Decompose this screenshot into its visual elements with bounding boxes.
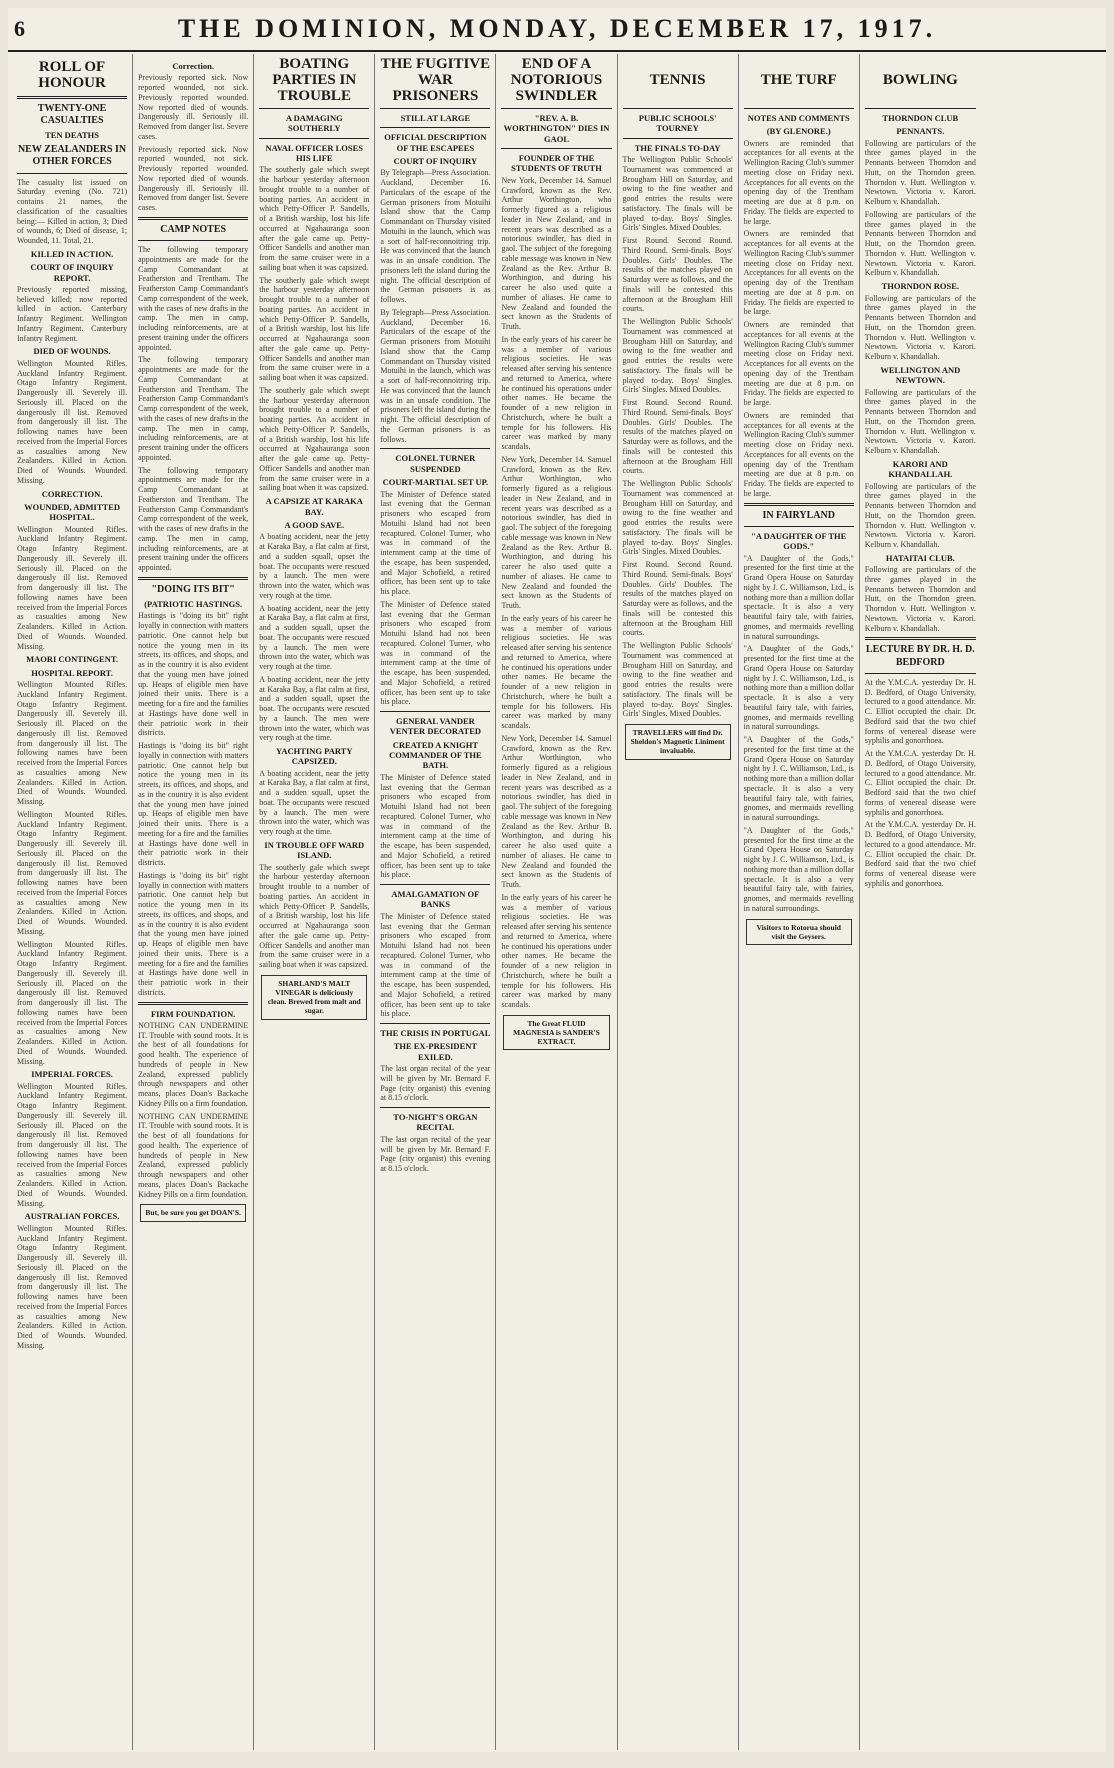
subheadline: THORNDON CLUB	[882, 113, 959, 123]
page-number: 6	[14, 16, 25, 41]
masthead	[8, 8, 1106, 52]
newspaper-page	[8, 8, 1106, 1752]
section-heading: HATAITAI CLUB.	[885, 552, 955, 563]
section-heading: IMPERIAL FORCES.	[31, 1069, 113, 1080]
article-text: A boating accident, near the jetty at Karaka Bay, a flat calm at first, and a sudden squall, upset the boat. The occupants were rescued by a launch. The men were thrown into the water, which was very rough at the time.	[259, 532, 370, 600]
section-heading: TO-NIGHT'S ORGAN RECITAL	[393, 1112, 478, 1133]
article-text: The Minister of Defence stated last evening that the German prisoners who escaped from Motuihi Island had not been recaptured. Colonel Turner, who was in command of the internment camp at the time of the escape, has been suspended, and Major Schofield, a retired officer, has been sent up to take his place.	[380, 489, 491, 597]
advertisement: Visitors to Rotorua should visit the Geysers.	[746, 919, 852, 945]
section-heading: THORNDON ROSE.	[881, 281, 960, 292]
advertisement: But, be sure you get DOAN'S.	[140, 1204, 246, 1221]
article-text: At the Y.M.C.A. yesterday Dr. H. D. Bedford, of Otago University, lectured to a good attendance. Mr. C. Elliot occupied the chair. Dr. Bedford said that the two chief forms of venereal disease were syphilis and gonorrhoea.	[864, 820, 976, 888]
article-text: The Minister of Defence stated last evening that the German prisoners who escaped from Motuihi Island had not been recaptured. Colonel Turner, who was in command of the internment camp at the time of the escape, has been suspended, and Major Schofield, a retired officer, has been sent up to take his place.	[380, 772, 491, 880]
article-text: The Wellington Public Schools' Tournament was commenced at Brougham Hill on Saturday, and owing to the fine weather and good entries the results were satisfactory. The finals will be played to-day. Boys' Singles. Girls' Singles. Mixed Doubles.	[622, 641, 733, 719]
section-heading: KILLED IN ACTION.	[30, 248, 114, 259]
article-text: The last organ recital of the year will be given by Mr. Bernard F. Page (city organist) this evening at 8.15 o'clock.	[380, 1134, 491, 1174]
article-text: By Telegraph—Press Association. Auckland, December 16. Particulars of the escape of the German prisoners from Motuihi Island show that the Camp Commandant on Thursday visited Motuihi in the launch, which was a sort of half-reconnoitring trip. He was convinced that the launch was in an unsafe condition. The prisoners left the island during the night. The official description of the German prisoners is as follows.	[380, 307, 491, 444]
columns	[12, 54, 1102, 1750]
section-heading: DIED OF WOUNDS.	[33, 346, 111, 357]
subheadline: COURT OF INQUIRY	[393, 156, 478, 167]
article-text: Wellington Mounted Rifles. Auckland Infantry Regiment. Otago Infantry Regiment. Dangerously ill. Severely ill. Seriously ill. Placed on the dangerously ill list. Removed from dangerously ill list. The following names have been received from the Imperial Forces as casualties among New Zealanders. Killed in Action. Died of Wounds. Wounded. Missing.	[17, 358, 128, 485]
masthead-title: THE DOMINION, MONDAY, DECEMBER 17, 1917.	[177, 14, 937, 43]
article-text: Wellington Mounted Rifles. Auckland Infantry Regiment. Otago Infantry Regiment. Dangerously ill. Severely ill. Seriously ill. Placed on the dangerously ill list. Removed from dangerously ill list. The following names have been received from the Imperial Forces as casualties among New Zealanders. Killed in Action. Died of Wounds. Wounded. Missing.	[17, 939, 128, 1066]
article-text: Owners are reminded that acceptances for all events at the Wellington Racing Club's summer meeting close on Friday next. Acceptances for all events on the opening day of the Trentham meeting are due at 8 p.m. on Friday. The fields are expected to be large.	[743, 320, 854, 408]
article-text: Following are particulars of the three games played in the Pennants between Thorndon and Hutt, on the Thorndon green. Thorndon v. Hutt. Wellington v. Newtown. Victoria v. Karori. Kelburn v. Khandallah.	[864, 565, 976, 633]
article-text: NOTHING CAN UNDERMINE IT. Trouble with sound roots. It is the best of all foundations for good health. The experience of hundreds of people in New Zealand, expressed publicly through newspapers and other means, places Doan's Backache Kidney Pills on a firm foundation.	[138, 1111, 249, 1199]
article-text: The southerly gale which swept the harbour yesterday afternoon brought trouble to a number of boating parties. An accident in which Petty-Officer P. Sandells, of a British warship, lost his life occurred at Ngahauranga soon after the gale came up. Petty-Officer Sandells and another man from the same cruiser were in a sailing boat when it was capsized.	[259, 165, 370, 272]
article-text: New York, December 14. Samuel Crawford, known as the Rev. Arthur Worthington, who formerly figured as a religious leader in New Zealand, and in recent years was described as a notorious swindler, has died in gaol. The subject of the foregoing cable message was known in New Zealand as the Rev. Arthur B. Worthington, and during his career he also used quite a number of aliases. He came to New Zealand and founded the sect known as the Students of Truth.	[501, 733, 612, 890]
article-text: Following are particulars of the three games played in the Pennants between Thorndon and Hutt, on the Thorndon green. Thorndon v. Hutt. Wellington v. Newtown. Victoria v. Karori. Kelburn v. Khandallah.	[864, 481, 976, 550]
section-heading: CAMP NOTES	[160, 223, 227, 235]
section-heading: WELLINGTON AND NEWTOWN.	[880, 364, 961, 386]
subheadline: THE FINALS TO-DAY	[634, 142, 721, 153]
article-text: A boating accident, near the jetty at Karaka Bay, a flat calm at first, and a sudden squall, upset the boat. The occupants were rescued by a launch. The men were thrown into the water, which was very rough at the time.	[259, 768, 370, 837]
article-text: NOTHING CAN UNDERMINE IT. Trouble with sound roots. It is the best of all foundations for good health. The experience of hundreds of people in New Zealand, expressed publicly through newspapers and other means, places Doan's Backache Kidney Pills on a firm foundation.	[138, 1020, 249, 1108]
subheadline: NEW ZEALANDERS IN OTHER FORCES	[17, 144, 127, 168]
article-text: In the early years of his career he was a member of various religious societies. He was released after serving his sentence and returned to America, where he continued his operations under other names. He became the founder of a new religion in Christchurch, where he built a temple for his followers. His career was marked by many scandals.	[501, 334, 612, 452]
article-text: The Minister of Defence stated last evening that the German prisoners who escaped from Motuihi Island had not been recaptured. Colonel Turner, who was in command of the internment camp at the time of the escape, has been suspended, and Major Schofield, a retired officer, has been sent up to take his place.	[380, 599, 491, 707]
article-text: "A Daughter of the Gods," presented for the first time at the Grand Opera House on Saturday night by J. C. Williamson, Ltd., is nothing more than a million dollar spectacle. It is also a very beautiful fairy tale, with fairies, gnomes, and mermaids revelling in natural surroundings.	[743, 553, 854, 641]
article-text: At the Y.M.C.A. yesterday Dr. H. D. Bedford, of Otago University, lectured to a good attendance. Mr. C. Elliot occupied the chair. Dr. Bedford said that the two chief forms of venereal disease were syphilis and gonorrhoea.	[864, 749, 976, 817]
article-text: The southerly gale which swept the harbour yesterday afternoon brought trouble to a number of boating parties. An accident in which Petty-Officer P. Sandells, of a British warship, lost his life occurred at Ngahauranga soon after the gale came up. Petty-Officer Sandells and another man from the same cruiser were in a sailing boat when it was capsized.	[259, 275, 370, 383]
section-heading: THE CRISIS IN PORTUGAL	[380, 1028, 491, 1039]
section-heading: CORRECTION.	[41, 488, 103, 499]
article-text: Hastings is "doing its bit" right loyally in connection with matters patriotic. One cannot help but notice the young men in its streets, its offices, and shops, and as in the country it is also evident that the young men have joined up. Heaps of eligible men have joined their units. There is a meeting for a fire and the families at Hastings have done well in their patriotic work in their districts.	[138, 870, 249, 997]
article-text: In the early years of his career he was a member of various religious societies. He was released after serving his sentence and returned to America, where he continued his operations under other names. He became the founder of a new religion in Christchurch, where he built a temple for his followers. His career was marked by many scandals.	[501, 613, 612, 731]
article-text: The Minister of Defence stated last evening that the German prisoners who escaped from Motuihi Island had not been recaptured. Colonel Turner, who was in command of the internment camp at the time of the escape, has been suspended, and Major Schofield, a retired officer, has been sent up to take his place.	[380, 911, 491, 1019]
section-heading: AMALGAMATION OF BANKS	[391, 889, 480, 910]
article-text: Previously reported sick. Now reported wounded, not sick. Previously reported wounded. Now reported died of wounds. Dangerously ill. Seriously ill. Removed from danger list. Severe cases.	[138, 73, 249, 141]
subheadline: A GOOD SAVE.	[284, 519, 345, 530]
article-text: "A Daughter of the Gods," presented for the first time at the Grand Opera House on Saturday night by J. C. Williamson, Ltd., is nothing more than a million dollar spectacle. It is also a very beautiful fairy tale, with fairies, gnomes, and mermaids revelling in natural surroundings.	[743, 735, 854, 823]
article-text: Owners are reminded that acceptances for all events at the Wellington Racing Club's summer meeting close on Friday next. Acceptances for all events on the opening day of the Trentham meeting are due at 8 p.m. on Friday. The fields are expected to be large.	[743, 410, 854, 498]
section-heading: HOSPITAL REPORT.	[31, 667, 113, 678]
column-4	[375, 54, 496, 1750]
article-text: Hastings is "doing its bit" right loyally in connection with matters patriotic. One cannot help but notice the young men in its streets, its offices, and shops, and as in the country it is also evident that the young men have joined up. Heaps of eligible men have joined their units. There is a meeting for a fire and the families at Hastings have done well in their patriotic work in their districts.	[138, 611, 249, 738]
article-text: Wellington Mounted Rifles. Auckland Infantry Regiment. Otago Infantry Regiment. Dangerously ill. Severely ill. Seriously ill. Placed on the dangerously ill list. Removed from dangerously ill list. The following names have been received from the Imperial Forces as casualties among New Zealanders. Killed in Action. Died of Wounds. Wounded. Missing.	[17, 524, 128, 651]
headline: TENNIS	[649, 72, 706, 89]
column-1	[12, 54, 133, 1750]
article-text: The Wellington Public Schools' Tournament was commenced at Brougham Hill on Saturday, and owing to the fine weather and good entries the results were satisfactory. The finals will be played to-day. Boys' Singles. Girls' Singles. Mixed Doubles.	[622, 317, 733, 395]
article-text: Wellington Mounted Rifles. Auckland Infantry Regiment. Otago Infantry Regiment. Dangerously ill. Severely ill. Seriously ill. Placed on the dangerously ill list. Removed from dangerously ill list. The following names have been received from the Imperial Forces as casualties among New Zealanders. Killed in Action. Died of Wounds. Wounded. Missing.	[17, 1081, 128, 1208]
article-text: Wellington Mounted Rifles. Auckland Infantry Regiment. Otago Infantry Regiment. Dangerously ill. Severely ill. Seriously ill. Placed on the dangerously ill list. Removed from dangerously ill list. The following names have been received from the Imperial Forces as casualties among New Zealanders. Killed in Action. Died of Wounds. Wounded. Missing.	[17, 680, 128, 807]
subheadline: OFFICIAL DESCRIPTION OF THE ESCAPEES	[384, 132, 487, 153]
article-text: First Round. Second Round. Third Round. Semi-finals. Boys' Doubles. Girls' Doubles. The results of the matches played on Saturday were as follows, and the finals will be contested this afternoon at the Brougham Hill courts.	[622, 236, 733, 314]
section-heading: IN TROUBLE OFF WARD ISLAND.	[264, 839, 365, 861]
article-text: Wellington Mounted Rifles. Auckland Infantry Regiment. Otago Infantry Regiment. Dangerously ill. Severely ill. Seriously ill. Placed on the dangerously ill list. Removed from dangerously ill list. The following names have been received from the Imperial Forces as casualties among New Zealanders. Killed in Action. Died of Wounds. Wounded. Missing.	[17, 1223, 128, 1350]
section-heading: KARORI AND KHANDALLAH.	[888, 458, 953, 480]
article-text: In the early years of his career he was a member of various religious societies. He was released after serving his sentence and returned to America, where he continued his operations under other names. He became the founder of a new religion in Christchurch, where he built a temple for his followers. His career was marked by many scandals.	[501, 892, 612, 1010]
headline: END OF A NOTORIOUS SWINDLER	[510, 56, 603, 104]
section-heading: "DOING ITS BIT"	[151, 583, 235, 595]
section-heading: AUSTRALIAN FORCES.	[24, 1211, 120, 1222]
subheadline: PUBLIC SCHOOLS' TOURNEY	[638, 113, 717, 134]
subheadline: TEN DEATHS	[45, 129, 100, 140]
headline: THE FUGITIVE WAR PRISONERS	[380, 56, 491, 104]
column-3	[254, 54, 375, 1750]
subheadline: TWENTY-ONE CASUALTIES	[37, 102, 107, 126]
article-text: The following temporary appointments are made for the Camp Commandant at Featherston and Trentham. The Featherston Camp Commandant's Camp correspondent of the week, with the cases of new drafts in the camp. The men in camp, including reinforcements, are at present training under the officers appointed.	[138, 355, 249, 462]
subheadline: COURT-MARTIAL SET UP.	[382, 477, 489, 488]
subheadline: THE EX-PRESIDENT EXILED.	[393, 1041, 478, 1062]
article-text: "A Daughter of the Gods," presented for the first time at the Grand Opera House on Saturday night by J. C. Williamson, Ltd., is nothing more than a million dollar spectacle. It is also a very beautiful fairy tale, with fairies, gnomes, and mermaids revelling in natural surroundings.	[743, 644, 854, 732]
article-text: Previously reported missing, believed killed; now reported killed in action. Canterbury Infantry Regiment. Wellington Infantry Regiment. Canterbury Infantry Regiment.	[17, 284, 128, 343]
section-heading: FIRM FOUNDATION.	[150, 1008, 236, 1019]
article-text: Following are particulars of the three games played in the Pennants between Thorndon and Hutt, on the Thorndon green. Thorndon v. Hutt. Wellington v. Newtown. Victoria v. Karori. Kelburn v. Khandallah.	[864, 138, 976, 207]
section-heading: YACHTING PARTY CAPSIZED.	[276, 746, 353, 767]
section-heading: COLONEL TURNER SUSPENDED	[395, 453, 476, 474]
headline: ROLL OF HONOUR	[38, 59, 106, 91]
article-text: The Wellington Public Schools' Tournament was commenced at Brougham Hill on Saturday, and owing to the fine weather and good entries the results were satisfactory. The finals will be played to-day. Boys' Singles. Girls' Singles. Mixed Doubles.	[622, 155, 733, 233]
article-text: A boating accident, near the jetty at Karaka Bay, a flat calm at first, and a sudden squall, upset the boat. The occupants were rescued by a launch. The men were thrown into the water, which was very rough at the time.	[259, 674, 370, 743]
article-text: Following are particulars of the three games played in the Pennants between Thorndon and Hutt, on the Thorndon green. Thorndon v. Hutt. Wellington v. Newtown. Victoria v. Karori. Kelburn v. Khandallah.	[864, 209, 976, 278]
article-text: Owners are reminded that acceptances for all events at the Wellington Racing Club's summer meeting close on Friday next. Acceptances for all events on the opening day of the Trentham meeting are due at 8 p.m. on Friday. The fields are expected to be large.	[743, 229, 854, 317]
article-text: The southerly gale which swept the harbour yesterday afternoon brought trouble to a number of boating parties. An accident in which Petty-Officer P. Sandells, of a British warship, lost his life occurred at Ngahauranga soon after the gale came up. Petty-Officer Sandells and another man from the same cruiser were in a sailing boat when it was capsized.	[259, 385, 370, 493]
section-heading: IN FAIRYLAND	[762, 509, 835, 521]
section-heading: COURT OF INQUIRY REPORT.	[30, 262, 114, 283]
section-heading: GENERAL VANDER VENTER DECORATED	[389, 716, 481, 737]
article-text: First Round. Second Round. Third Round. Semi-finals. Boys' Doubles. Girls' Doubles. The results of the matches played on Saturday were as follows, and the finals will be contested this afternoon at the Brougham Hill courts.	[622, 398, 733, 476]
subheadline: NOTES AND COMMENTS	[747, 113, 850, 123]
section-heading: A CAPSIZE AT KARAKA BAY.	[265, 496, 363, 517]
subheadline: (BY GLENORE.)	[766, 126, 831, 137]
article-text: By Telegraph—Press Association. Auckland, December 16. Particulars of the escape of the German prisoners from Motuihi Island show that the Camp Commandant on Thursday visited Motuihi in the launch, which was a sort of half-reconnoitring trip. He was convinced that the launch was in an unsafe condition. The prisoners left the island during the night. The official description of the German prisoners is as follows.	[380, 168, 491, 305]
article-text: Wellington Mounted Rifles. Auckland Infantry Regiment. Otago Infantry Regiment. Dangerously ill. Severely ill. Seriously ill. Placed on the dangerously ill list. Removed from dangerously ill list. The following names have been received from the Imperial Forces as casualties among New Zealanders. Killed in Action. Died of Wounds. Wounded. Missing.	[17, 809, 128, 936]
column-2	[133, 54, 254, 1750]
subheadline: CREATED A KNIGHT COMMANDER OF THE BATH.	[389, 739, 482, 771]
subheadline: (PATRIOTIC HASTINGS.	[144, 598, 243, 609]
column-7	[739, 54, 860, 1750]
article-text: Hastings is "doing its bit" right loyally in connection with matters patriotic. One cannot help but notice the young men in its streets, its offices, and shops, and as in the country it is also evident that the young men have joined up. Heaps of eligible men have joined their units. There is a meeting for a fire and the families at Hastings have done well in their patriotic work in their districts.	[138, 741, 249, 868]
article-text: New York, December 14. Samuel Crawford, known as the Rev. Arthur Worthington, who formerly figured as a religious leader in New Zealand, and in recent years was described as a notorious swindler, has died in gaol. The subject of the foregoing cable message was known in New Zealand as the Rev. Arthur B. Worthington, and during his career he also used quite a number of aliases. He came to New Zealand and founded the sect known as the Students of Truth.	[501, 175, 612, 332]
column-8	[860, 54, 981, 1750]
advertisement: TRAVELLERS will find Dr. Sheldon's Magnetic Liniment invaluable.	[625, 724, 731, 759]
article-text: At the Y.M.C.A. yesterday Dr. H. D. Bedford, of Otago University, lectured to a good attendance. Mr. C. Elliot occupied the chair. Dr. Bedford said that the two chief forms of venereal disease were syphilis and gonorrhoea.	[864, 677, 976, 746]
article-text: New York, December 14. Samuel Crawford, known as the Rev. Arthur Worthington, who formerly figured as a religious leader in New Zealand, and in recent years was described as a notorious swindler, has died in gaol. The subject of the foregoing cable message was known in New Zealand as the Rev. Arthur B. Worthington, and during his career he also used quite a number of aliases. He came to New Zealand and founded the sect known as the Students of Truth.	[501, 454, 612, 611]
article-text: A boating accident, near the jetty at Karaka Bay, a flat calm at first, and a sudden squall, upset the boat. The occupants were rescued by a launch. The men were thrown into the water, which was very rough at the time.	[259, 603, 370, 672]
subheadline: A DAMAGING SOUTHERLY	[285, 113, 343, 134]
headline: BOWLING	[882, 72, 958, 89]
article-text: The Wellington Public Schools' Tournament was commenced at Brougham Hill on Saturday, and owing to the fine weather and good entries the results were satisfactory. The finals will be played to-day. Boys' Singles. Girls' Singles. Mixed Doubles.	[622, 479, 733, 557]
article-text: Following are particulars of the three games played in the Pennants between Thorndon and Hutt, on the Thorndon green. Thorndon v. Hutt. Wellington v. Newtown. Victoria v. Karori. Kelburn v. Khandallah.	[864, 387, 976, 456]
section-heading: LECTURE BY DR. H. D. BEDFORD	[865, 644, 975, 668]
section-heading: MAORI CONTINGENT.	[26, 654, 119, 665]
article-text: Following are particulars of the three games played in the Pennants between Thorndon and Hutt, on the Thorndon green. Thorndon v. Hutt. Wellington v. Newtown. Victoria v. Karori. Kelburn v. Khandallah.	[864, 293, 976, 362]
article-text: The southerly gale which swept the harbour yesterday afternoon brought trouble to a number of boating parties. An accident in which Petty-Officer P. Sandells, of a British warship, lost his life occurred at Ngahauranga soon after the gale came up. Petty-Officer Sandells and another man from the same cruiser were in a sailing boat when it was capsized.	[259, 862, 370, 970]
article-text: The casualty list issued on Saturday evening (No. 721) contains 21 names, the classification of the casualties being:— Killed in action, 3; Died of wounds, 6; Died of disease, 1; Wounded, 11. Total, 21.	[17, 177, 128, 246]
advertisement: The Great FLUID MAGNESIA is SANDER'S EXTRACT.	[503, 1015, 609, 1050]
article-text: "A Daughter of the Gods," presented for the first time at the Grand Opera House on Saturday night by J. C. Williamson, Ltd., is nothing more than a million dollar spectacle. It is also a very beautiful fairy tale, with fairies, gnomes, and mermaids revelling in natural surroundings.	[743, 825, 854, 913]
article-text: The following temporary appointments are made for the Camp Commandant at Featherston and Trentham. The Featherston Camp Commandant's Camp correspondent of the week, with the cases of new drafts in the camp. The men in camp, including reinforcements, are at present training under the officers appointed.	[138, 465, 249, 573]
subheadline: STILL AT LARGE	[400, 113, 471, 123]
subheadline: NAVAL OFFICER LOSES HIS LIFE	[265, 142, 363, 164]
article-text: The last organ recital of the year will be given by Mr. Bernard F. Page (city organist) this evening at 8.15 o'clock.	[380, 1064, 491, 1103]
subheadline: PENNANTS.	[896, 126, 945, 137]
article-text: Previously reported sick. Now reported wounded, not sick. Previously reported wounded. Now reported died of wounds. Dangerously ill. Seriously ill. Removed from danger list. Severe cases.	[138, 144, 249, 213]
section-heading: WOUNDED, ADMITTED HOSPITAL.	[24, 501, 120, 523]
subheadline: "A DAUGHTER OF THE GODS."	[751, 530, 847, 552]
column-6	[618, 54, 739, 1750]
column-5	[496, 54, 617, 1750]
article-text: The following temporary appointments are made for the Camp Commandant at Featherston and Trentham. The Featherston Camp Commandant's Camp correspondent of the week, with the cases of new drafts in the camp. The men in camp, including reinforcements, are at present training under the officers appointed.	[138, 245, 249, 352]
advertisement: SHARLAND'S MALT VINEGAR is deliciously clean. Brewed from malt and sugar.	[261, 975, 367, 1020]
subheadline: "REV. A. B. WORTHINGTON" DIES IN GAOL	[503, 113, 610, 144]
article-text: Owners are reminded that acceptances for all events at the Wellington Racing Club's summer meeting close on Friday next. Acceptances for all events on the opening day of the Trentham meeting are due at 8 p.m. on Friday. The fields are expected to be large.	[743, 138, 854, 226]
subheadline: FOUNDER OF THE STUDENTS OF TRUTH	[511, 153, 602, 174]
article-text: First Round. Second Round. Third Round. Semi-finals. Boys' Doubles. Girls' Doubles. The results of the matches played on Saturday were as follows, and the finals will be contested this afternoon at the Brougham Hill courts.	[622, 560, 733, 638]
section-heading: Correction.	[172, 61, 214, 71]
headline: THE TURF	[760, 72, 837, 89]
headline: BOATING PARTIES IN TROUBLE	[272, 56, 357, 104]
